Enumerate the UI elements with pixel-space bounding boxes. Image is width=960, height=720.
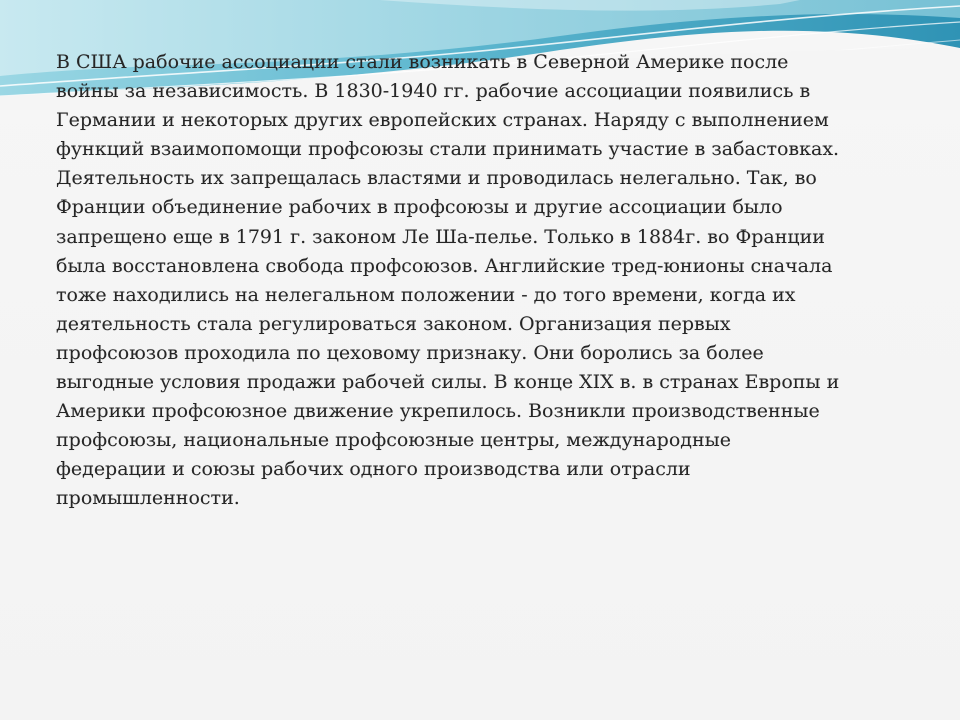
slide-body-text: В США рабочие ассоциации стали возникать в Северной Америке после войны за независимость. В 1830-1940 гг. рабочие ассоциации появились в Германии и некоторых других европейских странах. Наряду с выполнением функций взаимопомощи профсоюзы стали принимать участие в забастовках. Деятельность их запрещалась властями и проводилась нелегально. Так, во Франции объединение рабочих в профсоюзы и другие ассоциации было запрещено еще в 1791 г. законом Ле Ша-пелье. Только в 1884г. во Франции была восстановлена свобода профсоюзов. Английские тред-юнионы сначала тоже находились на нелегальном положении - до того времени, когда их деятельность стала регулироваться законом. Организация первых профсоюзов проходила по цеховому признаку. Они боролись за более выгодные условия продажи рабочей силы. В конце XIX в. в странах Европы и Америки профсоюзное движение укрепилось. Возникли производственные профсоюзы, национальные профсоюзные центры, международные федерации и союзы рабочих одного производства или отрасли промышленности. <box>56 51 840 510</box>
